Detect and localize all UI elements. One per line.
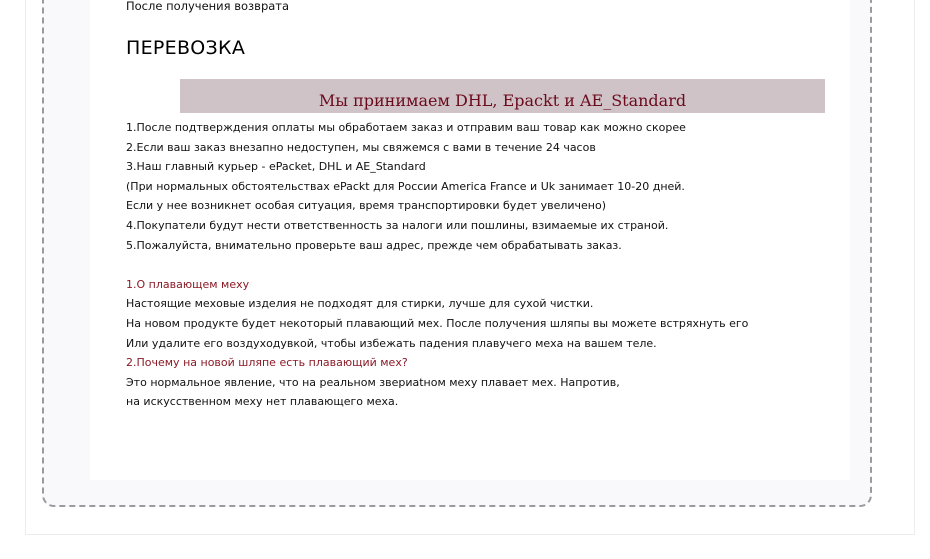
spacer xyxy=(126,255,826,275)
fur-question-2: 2.Почему на новой шляпе есть плавающий мех? xyxy=(126,356,408,370)
fur-question-1: 1.О плавающем меху xyxy=(126,277,250,291)
shipping-text-block xyxy=(126,118,826,412)
shipping-line: 1.После подтверждения оплаты мы обработаем заказ и отправим ваш товар как можно скорее xyxy=(126,121,686,134)
section-title-shipping: ПЕРЕВОЗКА xyxy=(126,37,246,59)
fur-answer-line: Или удалите его воздуходувкой, чтобы избежать падения плавучего меха на вашем теле. xyxy=(126,336,657,350)
shipping-line: 5.Пожалуйста, внимательно проверьте ваш адрес, прежде чем обрабатывать заказ. xyxy=(126,238,622,252)
shipping-line: 2.Если ваш заказ внезапно недоступен, мы свяжемся с вами в течение 24 часов xyxy=(126,140,596,154)
shipping-line: 4.Покупатели будут нести ответственность за налоги или пошлины, взимаемые их страной. xyxy=(126,218,669,232)
fur-answer-line: На новом продукте будет некоторый плавающий мех. После получения шляпы вы можете встряхнуть его xyxy=(126,316,749,330)
fur-answer-line: на искусственном меху нет плавающего меха. xyxy=(126,395,399,409)
fur-answer-line: Это нормальное явление, что на реальном звериatном меху плавает мех. Напротив, xyxy=(126,375,620,389)
carriers-banner-text: Мы принимаем DHL, Epackt и AE_Standard xyxy=(318,90,687,110)
shipping-line: (При нормальных обстоятельствах ePackt для России America France и Uk занимает 10-20 дней. xyxy=(126,179,685,193)
shipping-line: Если у нее возникнет особая ситуация, время транспортировки будет увеличено) xyxy=(126,199,607,213)
fur-answer-line: Настоящие меховые изделия не подходят для стирки, лучше для сухой чистки. xyxy=(126,297,594,311)
return-note: После получения возврата xyxy=(126,0,290,13)
carriers-banner xyxy=(180,79,825,113)
shipping-line: 3.Наш главный курьер - ePacket, DHL и AE_Standard xyxy=(126,160,426,174)
